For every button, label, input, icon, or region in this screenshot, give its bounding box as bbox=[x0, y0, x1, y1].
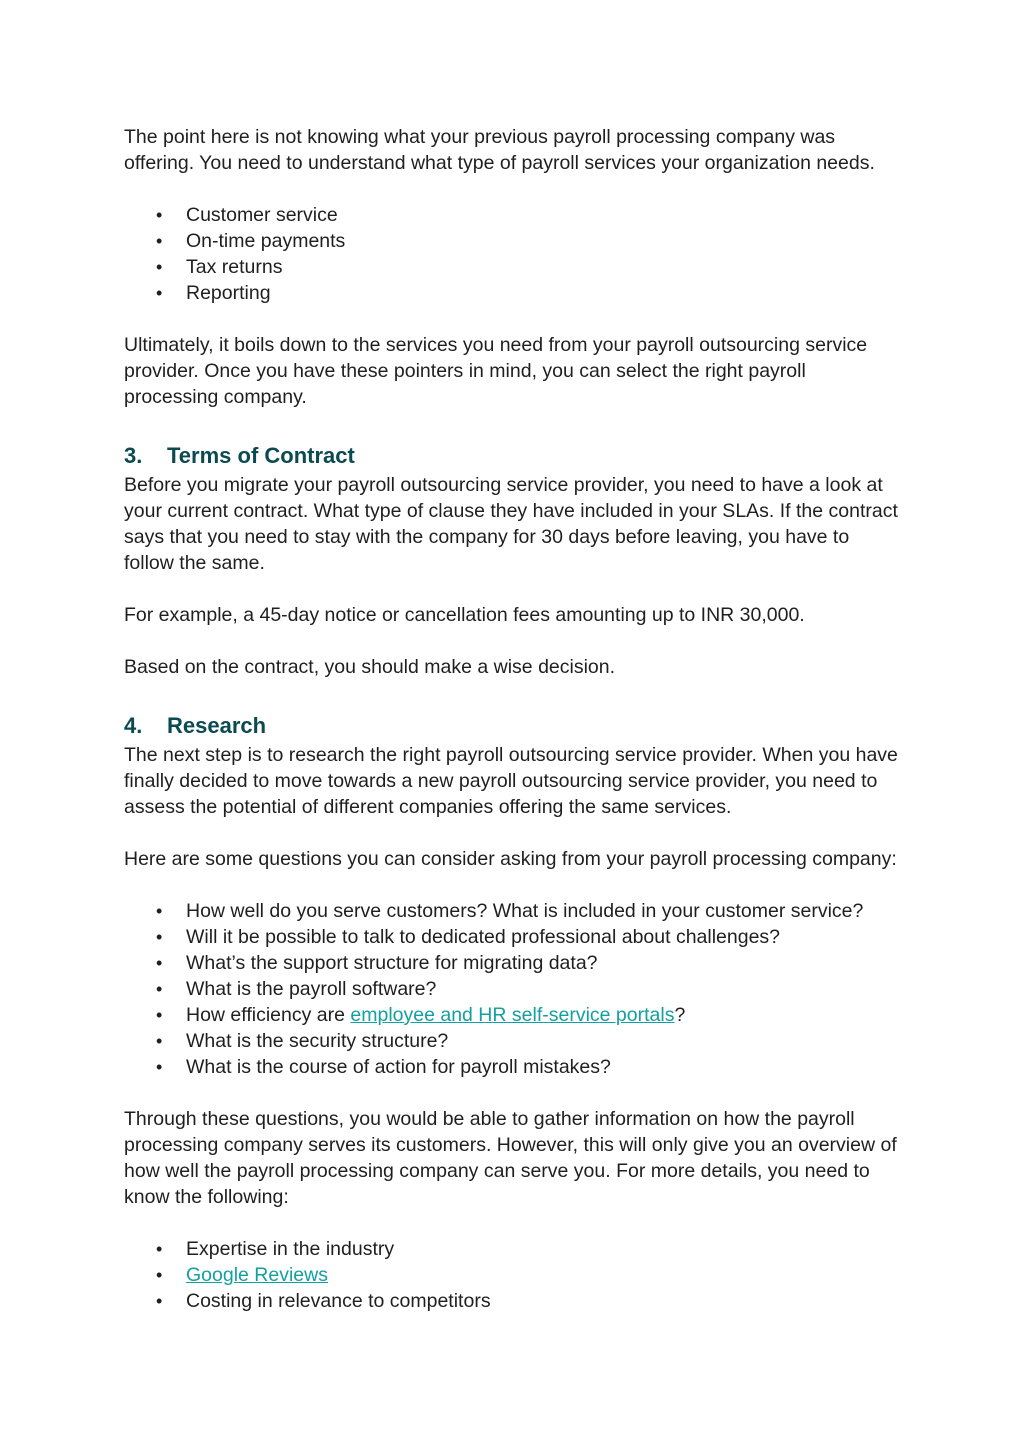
section-3-paragraph-2: For example, a 45-day notice or cancellation fees amounting up to INR 30,000. bbox=[124, 604, 805, 626]
list-item: • Tax returns bbox=[124, 254, 904, 280]
question-5-prefix: How efficiency are bbox=[186, 1004, 351, 1026]
self-service-portals-link[interactable]: employee and HR self-service portals bbox=[350, 1004, 675, 1026]
know-list bbox=[124, 1236, 904, 1314]
questions-list bbox=[124, 898, 904, 1080]
section-3-paragraph-1: Before you migrate your payroll outsourcing service provider, you need to have a look at your current contract. What type of clause they have included in your SLAs. If the contract says that you need to stay with the company for 30 days before leaving, you have to follow the same. bbox=[124, 474, 898, 574]
intro-paragraph-1: The point here is not knowing what your previous payroll processing company was offering. You need to understand what type of payroll services your organization needs. bbox=[124, 126, 875, 174]
section-3-number: 3. bbox=[124, 443, 143, 468]
section-4-paragraph-2: Here are some questions you can consider asking from your payroll processing company: bbox=[124, 848, 897, 870]
list-item: • Will it be possible to talk to dedicated professional about challenges? bbox=[124, 924, 904, 950]
list-item: • On-time payments bbox=[124, 228, 904, 254]
section-4-title: Research bbox=[167, 713, 267, 738]
section-3-title: Terms of Contract bbox=[167, 443, 355, 468]
section-3-paragraph-3: Based on the contract, you should make a wise decision. bbox=[124, 656, 616, 678]
section-3-heading bbox=[124, 440, 904, 472]
document-body bbox=[124, 124, 904, 1314]
list-item: • What is the payroll software? bbox=[124, 976, 904, 1002]
section-4-number: 4. bbox=[124, 713, 143, 738]
section-4-paragraph-3: Through these questions, you would be able to gather information on how the payroll processing company serves its customers. However, this will only give you an overview of how well the payroll processing company can serve you. For more details, you need to know the following: bbox=[124, 1108, 897, 1208]
list-item: • What is the security structure? bbox=[124, 1028, 904, 1054]
list-item: • Costing in relevance to competitors bbox=[124, 1288, 904, 1314]
list-item: • Expertise in the industry bbox=[124, 1236, 904, 1262]
services-list bbox=[124, 202, 904, 306]
list-item: • How well do you serve customers? What is included in your customer service? bbox=[124, 898, 904, 924]
list-item bbox=[124, 1002, 904, 1028]
list-item: • Customer service bbox=[124, 202, 904, 228]
section-4-paragraph-1: The next step is to research the right payroll outsourcing service provider. When you have finally decided to move towards a new payroll outsourcing service provider, you need to assess the potential of different companies offering the same services. bbox=[124, 744, 898, 818]
list-item: • What is the course of action for payroll mistakes? bbox=[124, 1054, 904, 1080]
list-item: • What’s the support structure for migrating data? bbox=[124, 950, 904, 976]
question-5-suffix: ? bbox=[674, 1004, 686, 1026]
section-4-heading bbox=[124, 710, 904, 742]
google-reviews-link[interactable]: Google Reviews bbox=[186, 1264, 328, 1286]
intro-paragraph-2: Ultimately, it boils down to the services you need from your payroll outsourcing service provider. Once you have these pointers in mind, you can select the right payroll processing company. bbox=[124, 334, 868, 408]
list-item: • Reporting bbox=[124, 280, 904, 306]
list-item bbox=[124, 1262, 904, 1288]
